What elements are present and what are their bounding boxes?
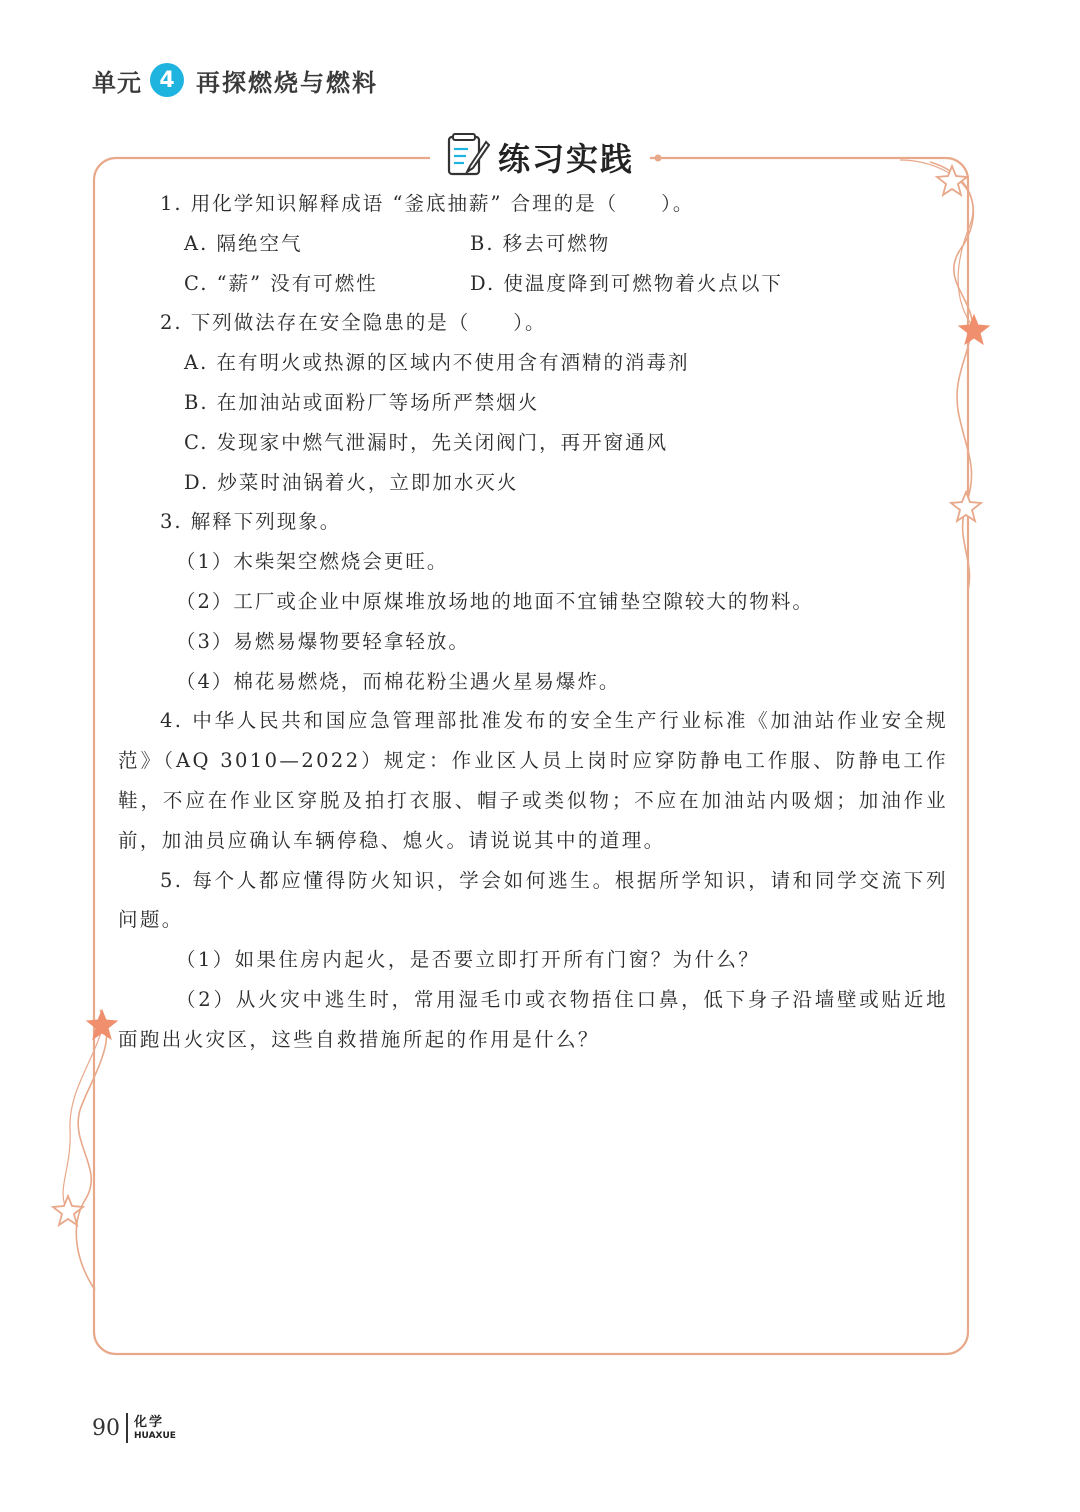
unit-number-badge: 4 — [150, 63, 184, 97]
q1-stem: 1. 用化学知识解释成语 “釜底抽薪” 合理的是（ ）。 — [160, 192, 695, 215]
star-outline-icon — [53, 1196, 83, 1225]
q1-option-a: A. 隔绝空气 — [184, 231, 303, 255]
ribbon-left — [76, 1010, 106, 1290]
q3-stem: 3. 解释下列现象。 — [160, 510, 342, 534]
page-number: 90 — [92, 1415, 120, 1441]
q1-options-row-2 — [118, 264, 948, 304]
q2-option-a: A. 在有明火或热源的区域内不使用含有酒精的消毒剂 — [184, 351, 690, 375]
star-outline-icon — [951, 492, 981, 521]
subject-label — [134, 1416, 176, 1441]
q2-option-d: D. 炒菜时油锅着火，立即加水灭火 — [184, 470, 519, 494]
exercise-content — [118, 184, 948, 1060]
subject-cn: 化学 — [134, 1414, 165, 1430]
footer-divider — [126, 1413, 128, 1443]
page-footer — [92, 1410, 176, 1446]
q3-sub-3: （3）易燃易爆物要轻拿轻放。 — [176, 629, 470, 653]
q2-stem: 2. 下列做法存在安全隐患的是（ ）。 — [160, 311, 547, 335]
q2-option-c: C. 发现家中燃气泄漏时，先关闭阀门，再开窗通风 — [184, 430, 669, 454]
q1-option-c: C. “薪” 没有可燃性 — [184, 271, 378, 295]
subject-en: HUAXUE — [134, 1430, 176, 1441]
q1-option-d: D. 使温度降到可燃物着火点以下 — [470, 271, 783, 295]
q5-text: 5. 每个人都应懂得防火知识，学会如何逃生。根据所学知识，请和同学交流下列问题。 — [118, 868, 948, 932]
unit-label: 单元 — [92, 68, 142, 97]
q3-sub-1: （1）木柴架空燃烧会更旺。 — [176, 550, 449, 574]
q3-sub-4: （4）棉花易燃烧，而棉花粉尘遇火星易爆炸。 — [176, 669, 621, 693]
q3-sub-2: （2）工厂或企业中原煤堆放场地的地面不宜铺垫空隙较大的物料。 — [176, 589, 814, 613]
q5-sub-1: （1）如果住房内起火，是否要立即打开所有门窗？为什么？ — [176, 948, 761, 972]
star-filled-icon — [959, 315, 989, 344]
unit-title: 再探燃烧与燃料 — [196, 68, 378, 97]
q2-option-b: B. 在加油站或面粉厂等场所严禁烟火 — [184, 390, 540, 414]
q4-text: 4. 中华人民共和国应急管理部批准发布的安全生产行业标准《加油站作业安全规范》（AQ 3010—2022）规定：作业区人员上岗时应穿防静电工作服、防静电工作鞋，不应在作业区穿脱及拍打衣服、帽子或类似物；不应在加油站内吸烟；加油作业前，加油员应确认车辆停稳、熄火。请说说其中的道理。 — [118, 709, 948, 852]
q5-sub-2: （2）从火灾中逃生时，常用湿毛巾或衣物捂住口鼻，低下身子沿墙壁或贴近地面跑出火灾区，这些自救措施所起的作用是什么？ — [118, 987, 948, 1051]
q1-option-b: B. 移去可燃物 — [470, 231, 611, 255]
section-title-bar — [0, 132, 1080, 182]
star-filled-icon — [87, 1010, 117, 1039]
q1-options-row-1 — [118, 224, 948, 264]
notepad-pencil-icon — [446, 132, 490, 182]
section-title: 练习实践 — [497, 140, 634, 178]
